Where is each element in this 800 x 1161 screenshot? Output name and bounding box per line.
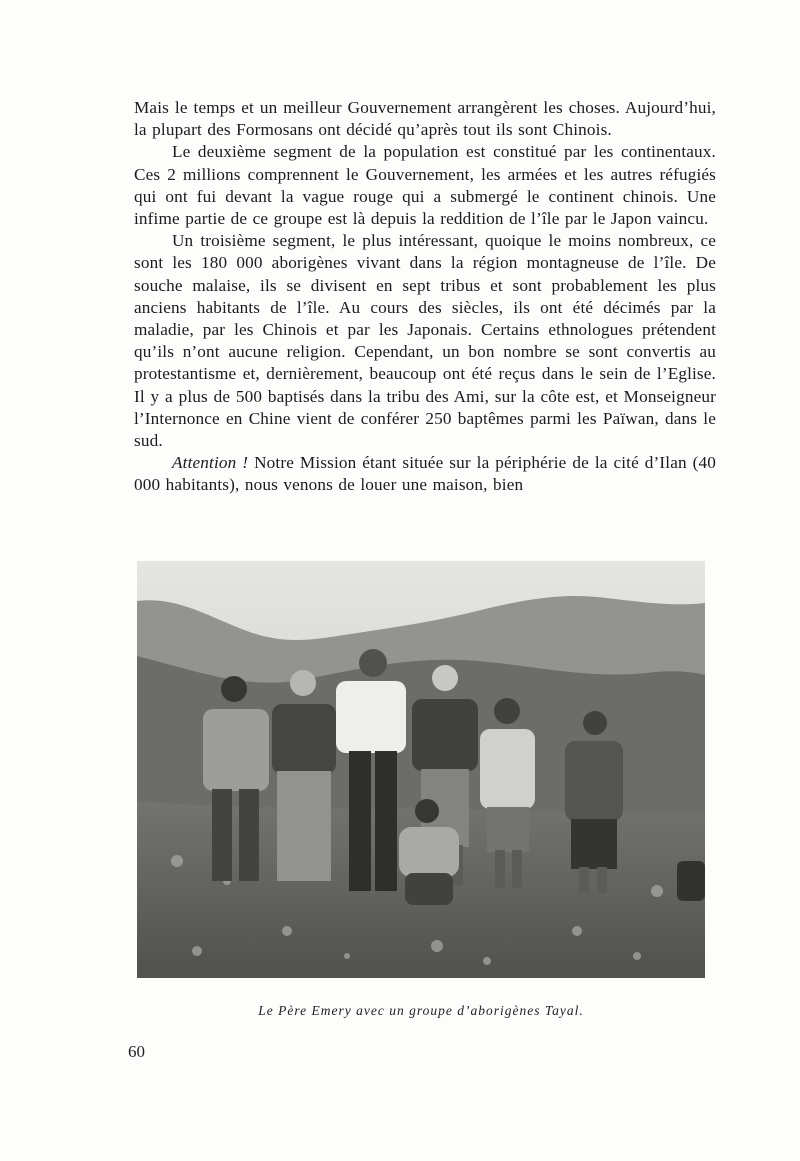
paragraph-4 <box>134 452 716 496</box>
photo-grain <box>137 561 705 978</box>
paragraph-1: Mais le temps et un meilleur Gouvernement arrangèrent les choses. Aujourd’hui, la plupart des Formosans ont décidé qu’après tout ils sont Chinois. <box>134 98 716 140</box>
page-number: 60 <box>128 1042 145 1061</box>
paragraph-4-lead: Attention ! <box>172 453 249 473</box>
photo-caption: Le Père Emery avec un groupe d’aborigènes Tayal. <box>258 1003 584 1018</box>
paragraph-4-text: Notre Mission étant située sur la périphérie de la cité d’Ilan (40 000 habitants), nous venons de louer une maison, bien <box>134 453 717 495</box>
group-photo <box>137 561 705 978</box>
paragraph-2: Le deuxième segment de la population est constitué par les continentaux. Ces 2 millions comprennent le Gouvernement, les armées et les autres réfugiés qui ont fui devant la vague rouge qui a submergé le continent chinois. Une infime partie de ce groupe est là depuis la reddition de l’île par le Japon vaincu. <box>134 142 716 229</box>
body-text <box>134 97 716 497</box>
paragraph-3: Un troisième segment, le plus intéressant, quoique le moins nombreux, ce sont les 180 000 aborigènes vivant dans la région montagneuse de l’île. De souche malaise, ils se divisent en sept tribus et sont probablement les plus anciens habitants de l’île. Au cours des siècles, ils ont été décimés par la maladie, par les Chinois et par les Japonais. Certains ethnologues prétendent qu’ils n’ont aucune religion. Cependant, un bon nombre se sont convertis au protestantisme et, dernièrement, beaucoup ont été reçus dans le sein de l’Eglise. Il y a plus de 500 baptisés dans la tribu des Ami, sur la côte est, et Monseigneur l’Internonce en Chine vient de conférer 250 baptêmes parmi les Païwan, dans le sud. <box>134 231 716 451</box>
